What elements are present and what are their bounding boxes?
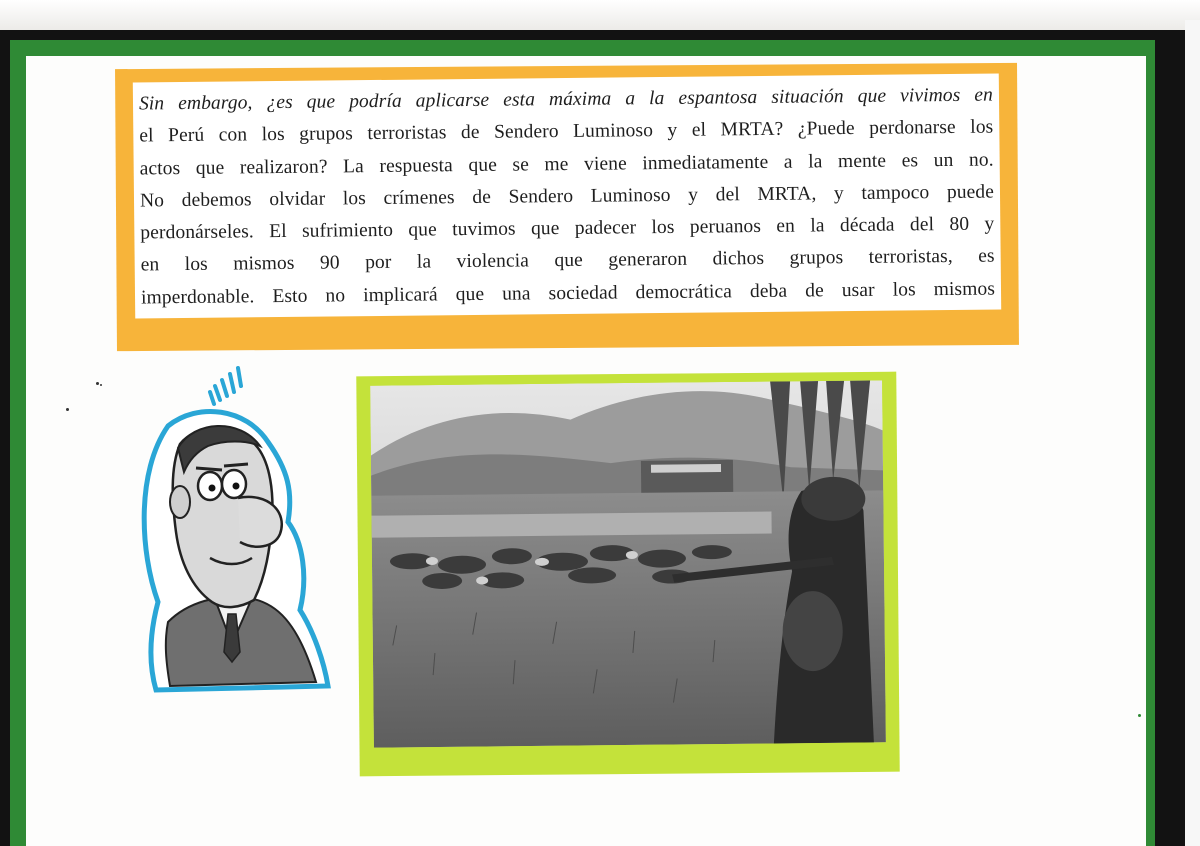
ink-speck <box>66 408 69 411</box>
scan-right-edge <box>1185 20 1200 846</box>
text-line-1: Sin embargo, ¿es que podría aplicarse esta máxima a la espantosa situación que vivimos en <box>138 84 994 115</box>
text-line-2: el Perú con los grupos terroristas de Sendero Luminoso y el MRTA? ¿Puede perdonarse los <box>139 116 994 147</box>
text-line-6: en los mismos 90 por la violencia que generaron dichos grupos terroristas, es <box>140 246 995 276</box>
text-line-3: actos que realizaron? La respuesta que se me viene inmediatamente a la mente es un no. <box>139 149 994 180</box>
scan-top-edge <box>0 0 1200 30</box>
worried-man-cartoon-icon <box>128 352 338 697</box>
ink-speck <box>96 382 99 385</box>
text-panel <box>133 73 1001 318</box>
text-line-5: perdonárseles. El sufrimiento que tuvimos que padecer los peruanos en la década del 80 y <box>140 213 995 244</box>
text-line-4: No debemos olvidar los crímenes de Sendero Luminoso y del MRTA, y tampoco puede <box>139 181 995 212</box>
text-line-7: imperdonable. Esto no implicará que una sociedad democrática deba de usar los mismos <box>140 278 996 309</box>
black-and-white-massacre-photo-icon <box>370 380 886 747</box>
ink-speck <box>1138 714 1141 717</box>
ink-speck <box>100 384 102 386</box>
